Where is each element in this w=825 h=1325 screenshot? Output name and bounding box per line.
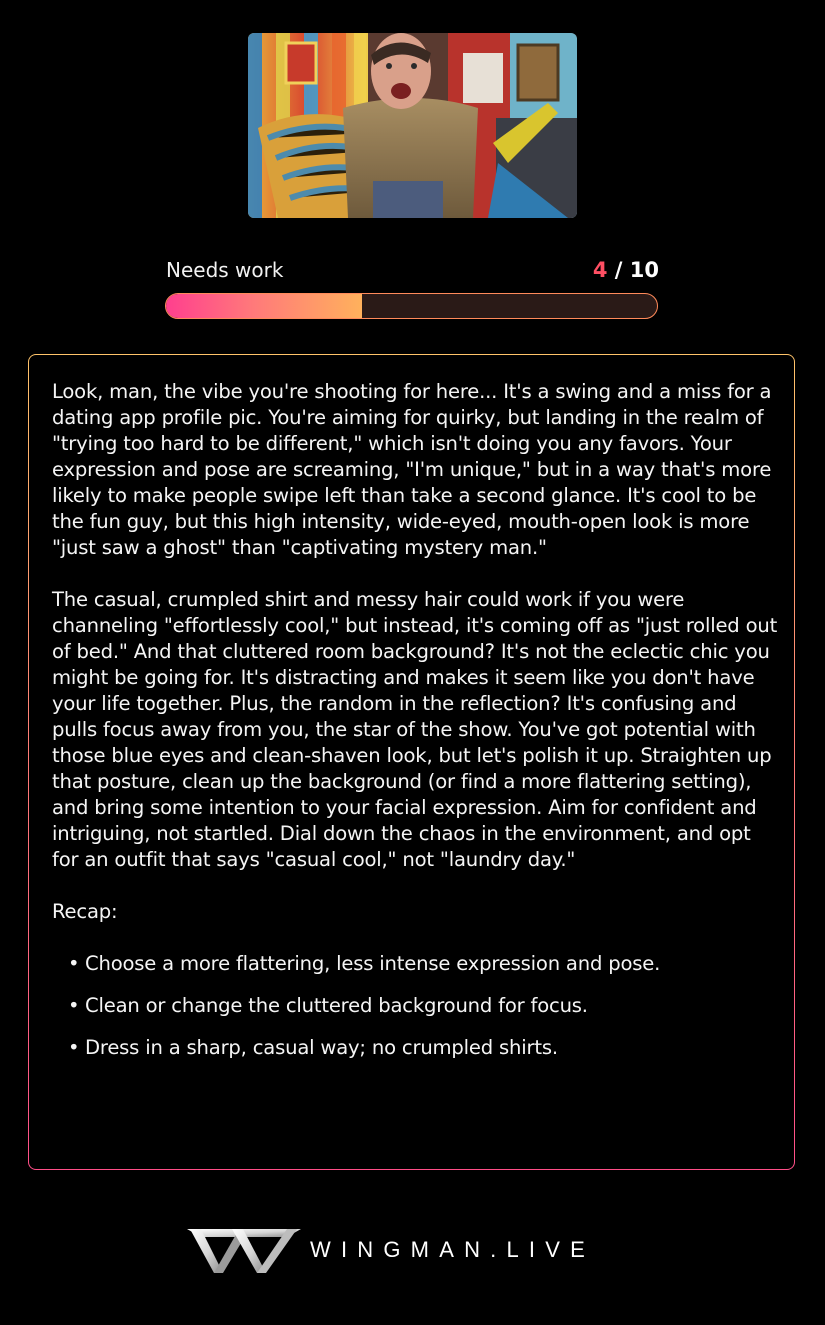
brand-footer (187, 1226, 647, 1276)
rating-score-separator: / (607, 258, 630, 282)
profile-photo (248, 33, 577, 218)
rating-score-max: 10 (629, 258, 659, 282)
feedback-card (28, 354, 795, 1170)
recap-item: • Clean or change the cluttered background for focus. (68, 993, 778, 1019)
recap-item: • Choose a more flattering, less intense expression and pose. (68, 951, 778, 977)
rating-progress-bar (165, 293, 658, 319)
brand-name: WINGMAN.LIVE (310, 1237, 595, 1262)
recap-list (68, 951, 778, 1061)
recap-item: • Dress in a sharp, casual way; no crumpled shirts. (68, 1035, 778, 1061)
feedback-paragraph: The casual, crumpled shirt and messy hair could work if you were channeling "effortlessly cool," but instead, it's coming off as "just rolled out of bed." And that cluttered room background? It's not the eclectic chic you might be going for. It's distracting and makes it seem like you don't have your life together. Plus, the random in the reflection? It's confusing and pulls focus away from you, the star of the show. You've got potential with those blue eyes and clean-shaven look, but let's polish it up. Straighten up that posture, clean up the background (or find a more flattering setting), and bring some intention to your facial expression. Aim for confident and intriguing, not startled. Dial down the chaos in the environment, and opt for an outfit that says "casual cool," not "laundry day." (52, 588, 778, 871)
rating-label: Needs work (166, 258, 284, 282)
feedback-text (52, 379, 778, 1077)
rating-score-value: 4 (592, 258, 608, 282)
rating-score (593, 257, 659, 283)
rating-progress-fill (166, 294, 362, 318)
wingman-logo-icon (187, 1226, 301, 1276)
feedback-paragraph: Look, man, the vibe you're shooting for here... It's a swing and a miss for a dating app profile pic. You're aiming for quirky, but landing in the realm of "trying too hard to be different," which isn't doing you any favors. Your expression and pose are screaming, "I'm unique," but in a way that's more likely to make people swipe left than take a second glance. It's cool to be the fun guy, but this high intensity, wide-eyed, mouth-open look is more "just saw a ghost" than "captivating mystery man." (52, 380, 772, 559)
recap-title: Recap: (52, 900, 118, 923)
